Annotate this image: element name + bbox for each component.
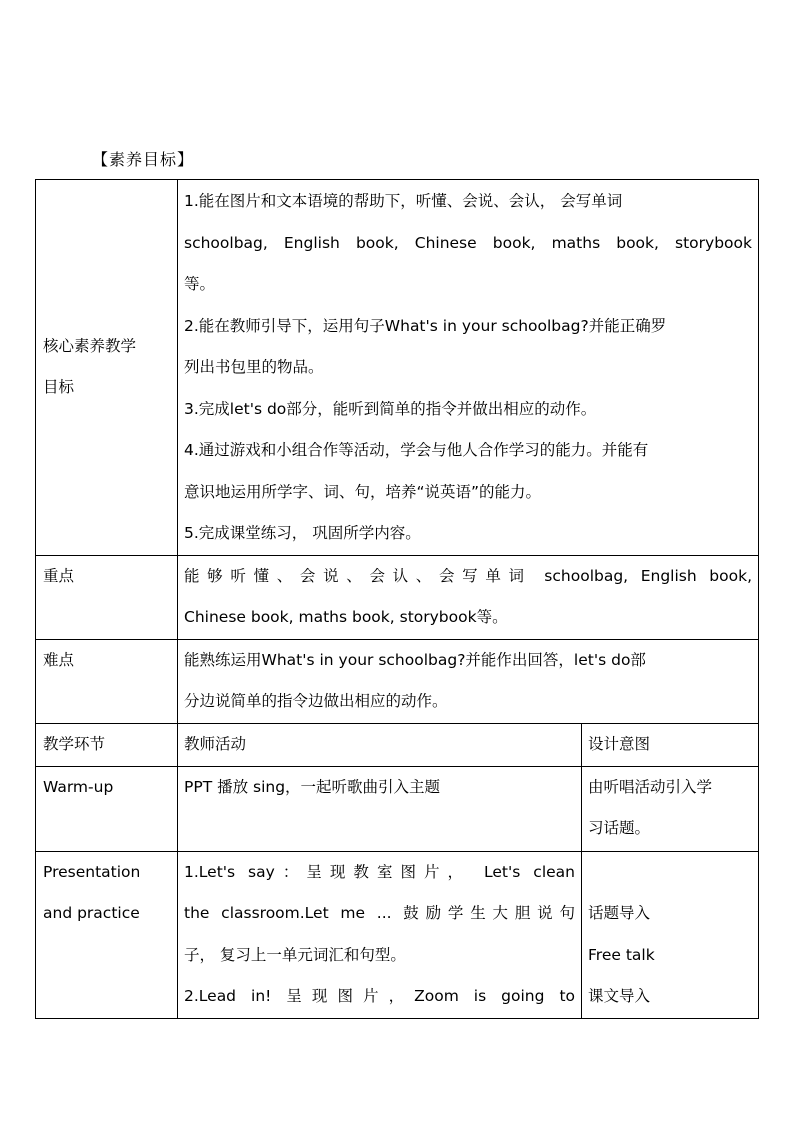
key-point-line: Chinese book, maths book, storybook等。 <box>184 608 508 626</box>
presentation-intent <box>582 851 759 1018</box>
presentation-activity-line: 子， 复习上一单元词汇和句型。 <box>184 945 406 964</box>
key-points-content <box>178 555 759 639</box>
presentation-intent-line: Free talk <box>588 945 655 964</box>
lesson-plan-table <box>35 179 759 1019</box>
warmup-label: Warm-up <box>36 766 178 851</box>
warmup-activity: PPT 播放 sing，一起听歌曲引入主题 <box>178 766 582 851</box>
goal-line: 1.能在图片和文本语境的帮助下，听懂、会说、会认， 会写单词 <box>184 192 623 210</box>
difficulty-line: 能熟练运用What's in your schoolbag?并能作出回答，let's do部 <box>184 650 646 669</box>
presentation-label <box>36 851 178 1018</box>
goal-line: 等。 <box>184 275 216 293</box>
presentation-activity-line: the classroom.Let me ... 鼓励学生大胆说句 <box>184 904 575 922</box>
difficulties-label: 难点 <box>36 639 178 723</box>
goal-line: 意识地运用所学字、词、句，培养“说英语”的能力。 <box>184 482 542 501</box>
goals-label-line: 核心素养教学 <box>43 336 137 355</box>
presentation-intent-line: 话题导入 <box>588 904 651 922</box>
warmup-row <box>36 766 759 851</box>
difficulties-row <box>36 639 759 723</box>
warmup-intent-line: 由听唱活动引入学 <box>588 777 713 796</box>
difficulty-line: 分边说简单的指令边做出相应的动作。 <box>184 692 448 710</box>
goal-line: 列出书包里的物品。 <box>184 358 324 376</box>
goal-line: 5.完成课堂练习， 巩固所学内容。 <box>184 524 421 542</box>
header-activity: 教师活动 <box>178 723 582 766</box>
section-title: 【素养目标】 <box>92 150 195 169</box>
goals-label-line: 目标 <box>43 378 75 397</box>
presentation-intent-line: 课文导入 <box>588 987 651 1005</box>
presentation-label-line: and practice <box>43 904 140 922</box>
warmup-intent <box>582 766 759 851</box>
presentation-label-line: Presentation <box>43 862 141 881</box>
presentation-activity <box>178 851 582 1018</box>
goals-label <box>36 180 178 556</box>
header-intent: 设计意图 <box>582 723 759 766</box>
goal-line: 4.通过游戏和小组合作等活动，学会与他人合作学习的能力。并能有 <box>184 441 649 459</box>
warmup-intent-line: 习话题。 <box>588 819 651 837</box>
goal-line: 3.完成let's do部分，能听到简单的指令并做出相应的动作。 <box>184 399 597 418</box>
key-point-line: 能够听懂、会说、会认、会写单词 schoolbag, English book, <box>184 566 752 585</box>
key-points-label: 重点 <box>36 555 178 639</box>
presentation-activity-line: 2.Lead in! 呈现图片，Zoom is going to <box>184 987 575 1005</box>
goals-row <box>36 180 759 556</box>
goals-content <box>178 180 759 556</box>
presentation-activity-line: 1.Let's say：呈现教室图片， Let's clean <box>184 862 575 881</box>
difficulties-content <box>178 639 759 723</box>
process-header-row <box>36 723 759 766</box>
key-points-row <box>36 555 759 639</box>
goal-line: 2.能在教师引导下，运用句子What's in your schoolbag?并能正确罗 <box>184 316 667 335</box>
header-stage: 教学环节 <box>36 723 178 766</box>
presentation-intent-line <box>588 852 752 894</box>
goal-line: schoolbag, English book, Chinese book, maths book, storybook <box>184 233 752 252</box>
presentation-row <box>36 851 759 1018</box>
